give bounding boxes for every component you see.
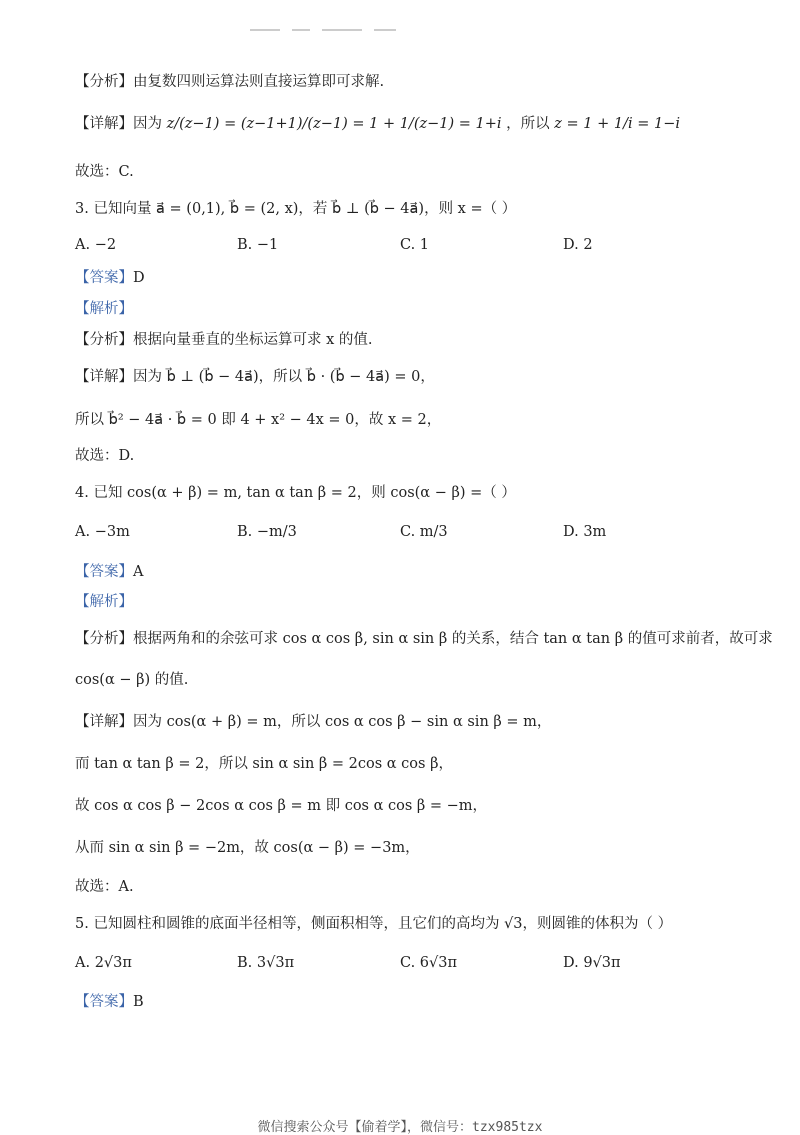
q2-detail — [75, 114, 680, 134]
q2-analysis: 【分析】由复数四则运算法则直接运算即可求解. — [75, 74, 385, 90]
q3-analysis: 【分析】根据向量垂直的坐标运算可求 x 的值. — [75, 332, 373, 348]
q5-answer-value: B — [133, 994, 144, 1010]
q3-detail-2: 所以 b⃗² − 4a⃗ · b⃗ = 0 即 4 + x² − 4x = 0，故 x = 2， — [75, 412, 442, 428]
q4-detail-4: 从而 sin α sin β = −2m，故 cos(α − β) = −3m， — [75, 840, 420, 856]
q4-answer-value: A — [133, 564, 144, 580]
q4-detail-3: 故 cos α cos β − 2cos α cos β = m 即 cos α cos β = −m， — [75, 798, 488, 814]
q3-answer-value: D — [133, 270, 145, 286]
q4-choice: 故选：A. — [75, 879, 134, 895]
q2-detail-eq1: z/(z−1) = (z−1+1)/(z−1) = 1 + 1/(z−1) = 1+i — [166, 116, 502, 132]
q4-detail-1: 【详解】因为 cos(α + β) = m，所以 cos α cos β − sin α sin β = m， — [75, 714, 552, 730]
q4-answer-tag: 【答案】 — [75, 564, 133, 580]
q4-analysis-2: cos(α − β) 的值. — [75, 672, 189, 688]
q5-option-a: A. 2√3π — [75, 955, 132, 971]
q2-detail-eq2: z = 1 + 1/i = 1−i — [554, 116, 680, 132]
q4-option-c: C. m/3 — [400, 524, 448, 540]
q3-detail-1: 【详解】因为 b⃗ ⊥ (b⃗ − 4a⃗)，所以 b⃗ · (b⃗ − 4a⃗) = 0， — [75, 369, 435, 385]
q4-stem: 4. 已知 cos(α + β) = m, tan α tan β = 2，则 cos(α − β) =（ ） — [75, 485, 516, 501]
q3-jiexi: 【解析】 — [75, 301, 133, 317]
header-residue — [250, 16, 470, 22]
q3-choice: 故选：D. — [75, 448, 135, 464]
q5-stem: 5. 已知圆柱和圆锥的底面半径相等，侧面积相等，且它们的高均为 √3，则圆锥的体积为（ ） — [75, 916, 673, 932]
q3-option-a: A. −2 — [75, 237, 117, 253]
q5-option-b: B. 3√3π — [237, 955, 295, 971]
q4-option-b: B. −m/3 — [237, 524, 297, 540]
q5-option-c: C. 6√3π — [400, 955, 458, 971]
q4-option-d: D. 3m — [563, 524, 607, 540]
q2-detail-prefix: 【详解】因为 — [75, 116, 162, 132]
footer-watermark: 微信搜索公众号【偷着学】，微信号：tzx985tzx — [257, 1120, 543, 1135]
q3-answer-tag: 【答案】 — [75, 270, 133, 286]
q4-option-a: A. −3m — [75, 524, 130, 540]
q2-detail-mid: ，所以 — [506, 116, 550, 132]
q3-option-c: C. 1 — [400, 237, 430, 253]
q4-detail-2: 而 tan α tan β = 2，所以 sin α sin β = 2cos α cos β， — [75, 756, 453, 772]
q3-option-b: B. −1 — [237, 237, 279, 253]
q3-stem: 3. 已知向量 a⃗ = (0,1), b⃗ = (2, x)，若 b⃗ ⊥ (b⃗ − 4a⃗)，则 x =（ ） — [75, 201, 517, 217]
q4-answer — [75, 562, 143, 582]
q5-answer — [75, 992, 144, 1012]
q2-choice: 故选：C. — [75, 164, 134, 180]
q4-analysis-1: 【分析】根据两角和的余弦可求 cos α cos β, sin α sin β 的关系，结合 tan α tan β 的值可求前者，故可求 — [75, 631, 773, 647]
q3-answer — [75, 268, 145, 288]
q4-jiexi: 【解析】 — [75, 594, 133, 610]
q5-option-d: D. 9√3π — [563, 955, 621, 971]
q3-option-d: D. 2 — [563, 237, 593, 253]
q5-answer-tag: 【答案】 — [75, 994, 133, 1010]
